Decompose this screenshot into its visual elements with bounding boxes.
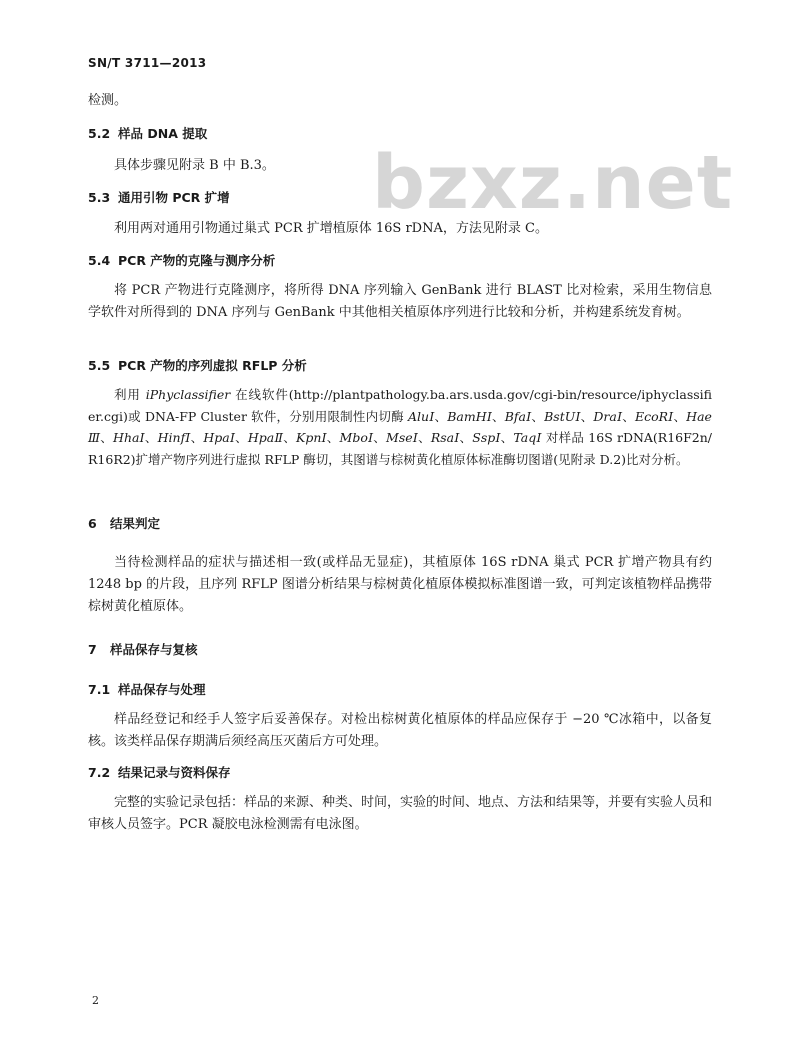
heading-5-3: [88, 188, 712, 206]
enzyme-name: DraⅠ: [593, 408, 623, 424]
enzyme-name: HaeⅢ: [88, 408, 712, 445]
enzyme-name: HhaⅠ: [113, 430, 145, 445]
paragraph-6: 当待检测样品的症状与描述相一致(或样品无显症)，其植原体 16S rDNA 巢式 PCR 扩增产物具有约 1248 bp 的片段，且序列 RFLP 图谱分析结果与棕树黄化植原体模拟标准图谱一致，可判定该植物样品携带棕树黄化植原体。: [88, 555, 712, 614]
enzyme-name: RsaⅠ: [430, 430, 460, 445]
heading-5-5: [88, 356, 712, 374]
heading-7: [88, 640, 712, 658]
enzyme-name: EcoRⅠ: [634, 408, 674, 424]
enzyme-name: BamHⅠ: [447, 408, 492, 424]
heading-title: 样品保存与处理: [118, 682, 206, 697]
paragraph-5-5: [88, 384, 712, 470]
paragraph-5-2: 具体步骤见附录 B 中 B.3。: [114, 158, 275, 173]
text-run: 对样品 16S rDNA(R16F2n/R16R2)扩增产物序列进行虚拟 RFLP 酶切，其图谱与棕树黄化植原体标准酶切图谱(见附录 D.2)比对分析。: [88, 430, 713, 467]
text-run: 在线软件(http://plantpathology.ba.ars.usda.gov/cgi-bin/resource/iphyclassifier.cgi)或 DNA-FP Cluster 软件，分别用限制性内切酶: [88, 387, 712, 424]
paragraph-5-3: 利用两对通用引物通过巢式 PCR 扩增植原体 16S rDNA，方法见附录 C。: [114, 221, 548, 236]
standard-code: SN/T 3711—2013: [88, 56, 207, 70]
heading-number: 5.2: [88, 126, 111, 141]
enzyme-name: AluⅠ: [408, 408, 435, 424]
enzyme-name: TaqⅠ: [513, 430, 542, 445]
heading-title: 通用引物 PCR 扩增: [118, 190, 230, 205]
heading-number: 7: [88, 642, 97, 657]
heading-title: PCR 产物的序列虚拟 RFLP 分析: [118, 358, 307, 373]
heading-number: 7.2: [88, 765, 111, 780]
software-name: iPhyclassifier: [145, 387, 231, 402]
enzyme-name: BstUⅠ: [544, 408, 581, 424]
heading-5-2: [88, 124, 712, 142]
heading-title: 样品保存与复核: [110, 642, 198, 657]
enzyme-name: HpaⅠ: [203, 430, 236, 445]
heading-7-1: [88, 680, 712, 698]
enzyme-list: AluⅠ、BamHⅠ、BfaⅠ、BstUⅠ、DraⅠ、EcoRⅠ、HaeⅢ、HhaⅠ、HinfⅠ、HpaⅠ、HpaⅡ、KpnⅠ、MboⅠ、MseⅠ、RsaⅠ、SspⅠ、TaqⅠ: [88, 408, 712, 445]
enzyme-name: MboⅠ: [339, 430, 374, 445]
watermark: bzxz.net: [372, 140, 734, 226]
heading-6: [88, 514, 712, 532]
heading-number: 5.4: [88, 253, 111, 268]
text-run: 利用: [114, 387, 146, 402]
heading-number: 5.5: [88, 358, 111, 373]
page-number: 2: [92, 994, 99, 1007]
heading-number: 5.3: [88, 190, 111, 205]
heading-title: 结果判定: [110, 516, 161, 531]
enzyme-name: HpaⅡ: [247, 430, 284, 445]
paragraph-continued: 检测。: [88, 93, 128, 108]
enzyme-name: BfaⅠ: [504, 408, 532, 424]
enzyme-name: KpnⅠ: [295, 430, 327, 445]
enzyme-name: HinfⅠ: [157, 430, 191, 445]
heading-title: PCR 产物的克隆与测序分析: [118, 253, 276, 268]
paragraph-7-2: 完整的实验记录包括：样品的来源、种类、时间，实验的时间、地点、方法和结果等，并要有实验人员和审核人员签字。PCR 凝胶电泳检测需有电泳图。: [88, 795, 713, 832]
paragraph-7-1: 样品经登记和经手人签字后妥善保存。对检出棕树黄化植原体的样品应保存于 −20 ℃冰箱中，以备复核。该类样品保存期满后须经高压灭菌后方可处理。: [88, 712, 712, 749]
enzyme-name: SspⅠ: [472, 430, 501, 445]
heading-5-4: [88, 251, 712, 269]
enzyme-name: MseⅠ: [386, 430, 419, 445]
heading-7-2: [88, 763, 712, 781]
heading-title: 样品 DNA 提取: [118, 126, 208, 141]
heading-title: 结果记录与资料保存: [118, 765, 231, 780]
heading-number: 7.1: [88, 682, 111, 697]
paragraph-5-4: 将 PCR 产物进行克隆测序，将所得 DNA 序列输入 GenBank 进行 BLAST 比对检索，采用生物信息学软件对所得到的 DNA 序列与 GenBank 中其他相关植原体序列进行比较和分析，并构建系统发育树。: [88, 283, 712, 320]
heading-number: 6: [88, 516, 97, 531]
